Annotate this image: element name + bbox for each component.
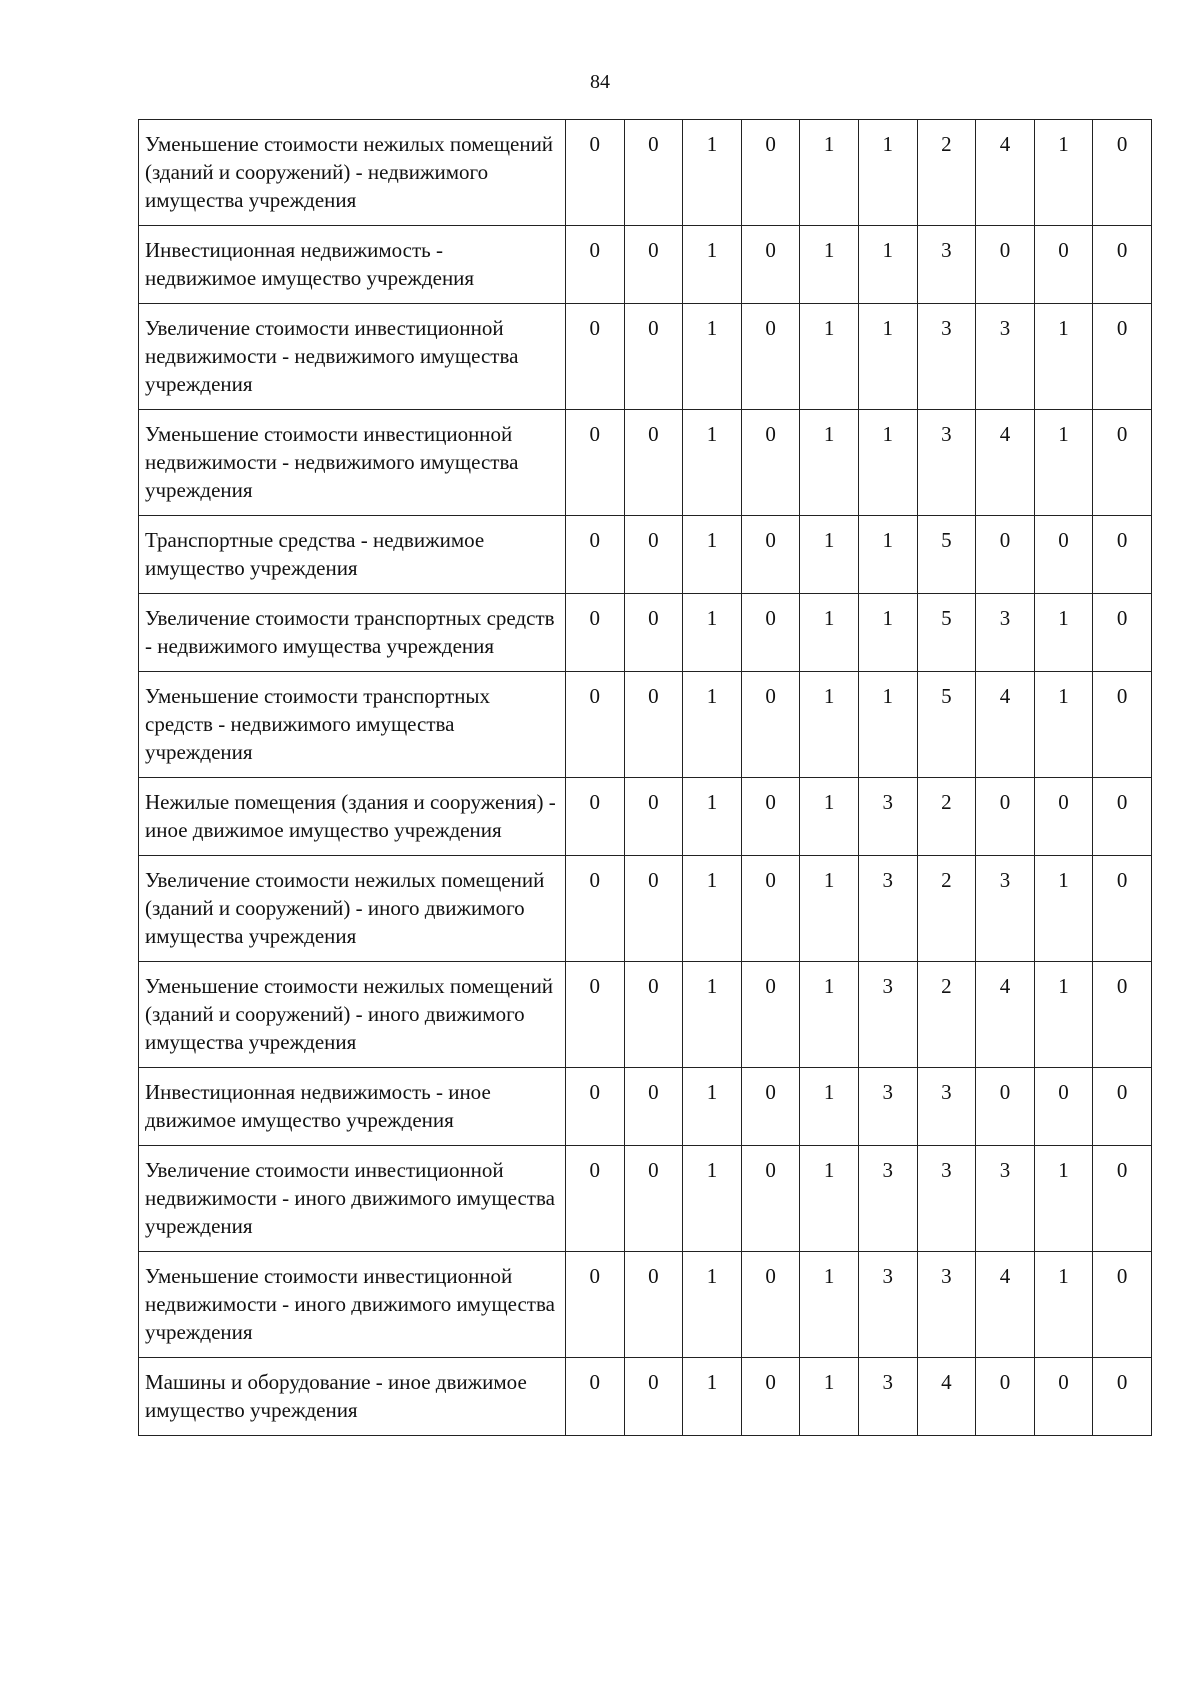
code-digit-cell: 3 — [917, 1068, 976, 1146]
code-digit-cell: 0 — [566, 856, 625, 962]
code-digit-cell: 1 — [800, 226, 859, 304]
account-name-cell: Инвестиционная недвижимость - недвижимое имущество учреждения — [139, 226, 566, 304]
table-row — [139, 1252, 1152, 1358]
code-digit-cell: 0 — [741, 778, 800, 856]
code-digit-cell: 1 — [1034, 594, 1093, 672]
code-digit-cell: 0 — [566, 120, 625, 226]
account-name-cell: Увеличение стоимости транспортных средств - недвижимого имущества учреждения — [139, 594, 566, 672]
code-digit-cell: 0 — [1093, 1068, 1152, 1146]
code-digit-cell: 4 — [976, 410, 1035, 516]
code-digit-cell: 3 — [976, 304, 1035, 410]
account-name-cell: Машины и оборудование - иное движимое имущество учреждения — [139, 1358, 566, 1436]
code-digit-cell: 0 — [976, 1358, 1035, 1436]
code-digit-cell: 0 — [566, 1068, 625, 1146]
code-digit-cell: 1 — [800, 516, 859, 594]
code-digit-cell: 1 — [1034, 962, 1093, 1068]
code-digit-cell: 1 — [683, 594, 742, 672]
code-digit-cell: 1 — [800, 304, 859, 410]
account-name-cell: Уменьшение стоимости нежилых помещений (зданий и сооружений) - недвижимого имущества учреждения — [139, 120, 566, 226]
code-digit-cell: 1 — [800, 1068, 859, 1146]
code-digit-cell: 0 — [624, 672, 683, 778]
code-digit-cell: 1 — [683, 410, 742, 516]
code-digit-cell: 0 — [741, 1146, 800, 1252]
code-digit-cell: 1 — [858, 594, 917, 672]
code-digit-cell: 1 — [1034, 410, 1093, 516]
code-digit-cell: 3 — [917, 1252, 976, 1358]
code-digit-cell: 0 — [566, 304, 625, 410]
code-digit-cell: 1 — [683, 1146, 742, 1252]
code-digit-cell: 1 — [1034, 304, 1093, 410]
code-digit-cell: 2 — [917, 778, 976, 856]
code-digit-cell: 0 — [624, 410, 683, 516]
code-digit-cell: 4 — [917, 1358, 976, 1436]
code-digit-cell: 2 — [917, 856, 976, 962]
code-digit-cell: 0 — [1093, 304, 1152, 410]
code-digit-cell: 1 — [800, 1146, 859, 1252]
code-digit-cell: 0 — [566, 672, 625, 778]
code-digit-cell: 0 — [741, 962, 800, 1068]
code-digit-cell: 3 — [917, 226, 976, 304]
table-row — [139, 778, 1152, 856]
code-digit-cell: 2 — [917, 962, 976, 1068]
account-codes-table — [138, 119, 1152, 1436]
code-digit-cell: 1 — [800, 856, 859, 962]
code-digit-cell: 4 — [976, 672, 1035, 778]
table-row — [139, 1358, 1152, 1436]
account-name-cell: Инвестиционная недвижимость - иное движимое имущество учреждения — [139, 1068, 566, 1146]
account-name-cell: Увеличение стоимости инвестиционной недвижимости - недвижимого имущества учреждения — [139, 304, 566, 410]
code-digit-cell: 1 — [683, 962, 742, 1068]
code-digit-cell: 0 — [1034, 1358, 1093, 1436]
code-digit-cell: 1 — [683, 1358, 742, 1436]
page-number: 84 — [590, 71, 610, 93]
code-digit-cell: 0 — [1093, 226, 1152, 304]
code-digit-cell: 0 — [1034, 226, 1093, 304]
table-row — [139, 1068, 1152, 1146]
code-digit-cell: 1 — [1034, 856, 1093, 962]
code-digit-cell: 0 — [976, 226, 1035, 304]
code-digit-cell: 1 — [1034, 1146, 1093, 1252]
code-digit-cell: 1 — [858, 304, 917, 410]
account-name-cell: Увеличение стоимости инвестиционной недвижимости - иного движимого имущества учреждения — [139, 1146, 566, 1252]
code-digit-cell: 3 — [917, 304, 976, 410]
code-digit-cell: 1 — [858, 516, 917, 594]
code-digit-cell: 0 — [566, 1358, 625, 1436]
account-name-cell: Уменьшение стоимости инвестиционной недвижимости - недвижимого имущества учреждения — [139, 410, 566, 516]
code-digit-cell: 0 — [566, 594, 625, 672]
code-digit-cell: 1 — [800, 672, 859, 778]
code-digit-cell: 3 — [858, 1146, 917, 1252]
code-digit-cell: 1 — [800, 1252, 859, 1358]
code-digit-cell: 1 — [800, 1358, 859, 1436]
code-digit-cell: 0 — [741, 594, 800, 672]
code-digit-cell: 0 — [624, 120, 683, 226]
code-digit-cell: 0 — [1093, 962, 1152, 1068]
code-digit-cell: 0 — [566, 1252, 625, 1358]
code-digit-cell: 0 — [1093, 1146, 1152, 1252]
code-digit-cell: 0 — [1093, 120, 1152, 226]
code-digit-cell: 3 — [858, 1358, 917, 1436]
code-digit-cell: 0 — [741, 516, 800, 594]
code-digit-cell: 0 — [1093, 1358, 1152, 1436]
account-codes-table-body — [139, 120, 1152, 1436]
table-row — [139, 120, 1152, 226]
code-digit-cell: 0 — [741, 1358, 800, 1436]
account-name-cell: Транспортные средства - недвижимое имущество учреждения — [139, 516, 566, 594]
code-digit-cell: 0 — [566, 226, 625, 304]
code-digit-cell: 0 — [741, 672, 800, 778]
table-row — [139, 516, 1152, 594]
code-digit-cell: 0 — [741, 1068, 800, 1146]
code-digit-cell: 0 — [741, 856, 800, 962]
code-digit-cell: 3 — [858, 778, 917, 856]
code-digit-cell: 1 — [683, 304, 742, 410]
code-digit-cell: 1 — [683, 778, 742, 856]
code-digit-cell: 0 — [1093, 594, 1152, 672]
account-name-cell: Уменьшение стоимости транспортных средств - недвижимого имущества учреждения — [139, 672, 566, 778]
code-digit-cell: 0 — [566, 1146, 625, 1252]
account-name-cell: Уменьшение стоимости инвестиционной недвижимости - иного движимого имущества учреждения — [139, 1252, 566, 1358]
code-digit-cell: 1 — [800, 778, 859, 856]
code-digit-cell: 0 — [624, 1146, 683, 1252]
code-digit-cell: 0 — [741, 1252, 800, 1358]
code-digit-cell: 0 — [624, 1358, 683, 1436]
code-digit-cell: 0 — [624, 304, 683, 410]
code-digit-cell: 5 — [917, 516, 976, 594]
code-digit-cell: 0 — [1093, 672, 1152, 778]
code-digit-cell: 1 — [858, 672, 917, 778]
code-digit-cell: 1 — [683, 672, 742, 778]
code-digit-cell: 1 — [858, 120, 917, 226]
code-digit-cell: 3 — [858, 856, 917, 962]
code-digit-cell: 4 — [976, 1252, 1035, 1358]
code-digit-cell: 4 — [976, 962, 1035, 1068]
code-digit-cell: 0 — [1093, 778, 1152, 856]
code-digit-cell: 0 — [624, 226, 683, 304]
code-digit-cell: 0 — [976, 1068, 1035, 1146]
code-digit-cell: 1 — [858, 226, 917, 304]
code-digit-cell: 0 — [566, 516, 625, 594]
code-digit-cell: 1 — [683, 226, 742, 304]
table-row — [139, 304, 1152, 410]
table-row — [139, 594, 1152, 672]
code-digit-cell: 0 — [624, 594, 683, 672]
code-digit-cell: 4 — [976, 120, 1035, 226]
code-digit-cell: 0 — [1093, 516, 1152, 594]
code-digit-cell: 3 — [976, 1146, 1035, 1252]
code-digit-cell: 0 — [624, 516, 683, 594]
code-digit-cell: 5 — [917, 672, 976, 778]
code-digit-cell: 1 — [683, 1068, 742, 1146]
code-digit-cell: 1 — [683, 516, 742, 594]
code-digit-cell: 1 — [1034, 672, 1093, 778]
code-digit-cell: 1 — [800, 962, 859, 1068]
code-digit-cell: 0 — [566, 962, 625, 1068]
code-digit-cell: 3 — [976, 594, 1035, 672]
code-digit-cell: 0 — [976, 516, 1035, 594]
code-digit-cell: 3 — [858, 962, 917, 1068]
code-digit-cell: 0 — [1093, 1252, 1152, 1358]
code-digit-cell: 1 — [858, 410, 917, 516]
table-row — [139, 226, 1152, 304]
table-row — [139, 1146, 1152, 1252]
code-digit-cell: 1 — [683, 856, 742, 962]
code-digit-cell: 2 — [917, 120, 976, 226]
code-digit-cell: 1 — [1034, 1252, 1093, 1358]
code-digit-cell: 0 — [566, 778, 625, 856]
code-digit-cell: 0 — [624, 1068, 683, 1146]
table-row — [139, 856, 1152, 962]
code-digit-cell: 0 — [624, 962, 683, 1068]
code-digit-cell: 0 — [741, 410, 800, 516]
account-name-cell: Уменьшение стоимости нежилых помещений (зданий и сооружений) - иного движимого имущества учреждения — [139, 962, 566, 1068]
code-digit-cell: 1 — [1034, 120, 1093, 226]
code-digit-cell: 0 — [741, 120, 800, 226]
code-digit-cell: 1 — [800, 594, 859, 672]
code-digit-cell: 3 — [976, 856, 1035, 962]
code-digit-cell: 0 — [624, 856, 683, 962]
code-digit-cell: 0 — [741, 226, 800, 304]
code-digit-cell: 3 — [858, 1252, 917, 1358]
account-name-cell: Нежилые помещения (здания и сооружения) - иное движимое имущество учреждения — [139, 778, 566, 856]
code-digit-cell: 3 — [917, 1146, 976, 1252]
code-digit-cell: 3 — [917, 410, 976, 516]
code-digit-cell: 0 — [1034, 778, 1093, 856]
code-digit-cell: 0 — [976, 778, 1035, 856]
table-row — [139, 962, 1152, 1068]
code-digit-cell: 1 — [683, 120, 742, 226]
code-digit-cell: 0 — [566, 410, 625, 516]
table-row — [139, 410, 1152, 516]
code-digit-cell: 0 — [1034, 1068, 1093, 1146]
account-name-cell: Увеличение стоимости нежилых помещений (зданий и сооружений) - иного движимого имущества учреждения — [139, 856, 566, 962]
code-digit-cell: 0 — [741, 304, 800, 410]
code-digit-cell: 1 — [683, 1252, 742, 1358]
code-digit-cell: 1 — [800, 120, 859, 226]
code-digit-cell: 1 — [800, 410, 859, 516]
code-digit-cell: 0 — [1093, 856, 1152, 962]
code-digit-cell: 0 — [1093, 410, 1152, 516]
code-digit-cell: 0 — [624, 1252, 683, 1358]
code-digit-cell: 5 — [917, 594, 976, 672]
code-digit-cell: 0 — [1034, 516, 1093, 594]
code-digit-cell: 0 — [624, 778, 683, 856]
table-row — [139, 672, 1152, 778]
code-digit-cell: 3 — [858, 1068, 917, 1146]
